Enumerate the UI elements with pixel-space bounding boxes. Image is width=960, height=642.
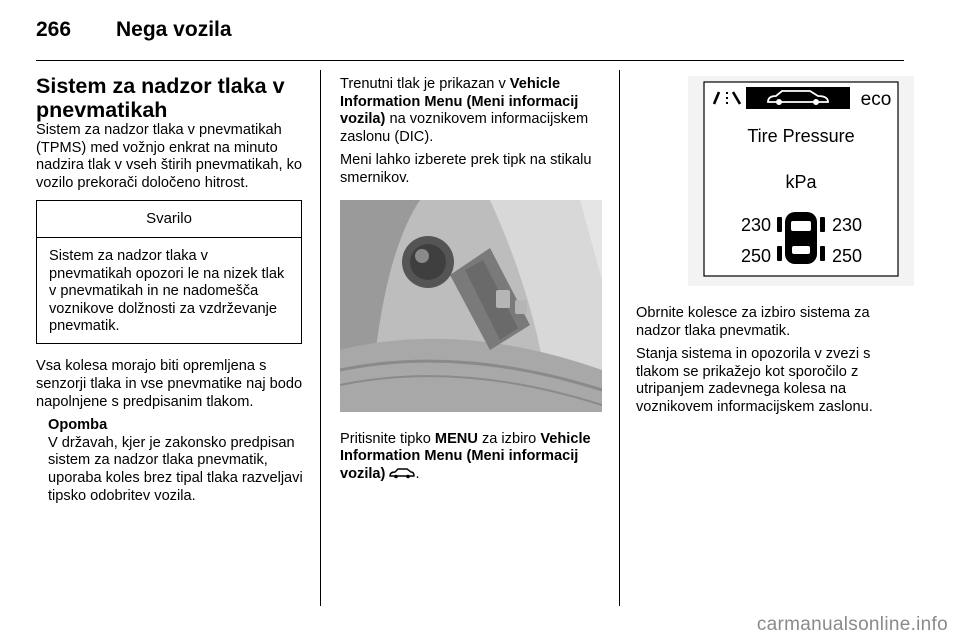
dic-paragraph-prefix: Trenutni tlak je prikazan v — [340, 76, 510, 92]
menu-button-paragraph — [340, 431, 604, 484]
vehicle-info-menu-label-2: Vehicle Information Menu (Meni informacij vozila) — [340, 430, 591, 482]
vehicle-info-menu-label: Vehicle Information Menu (Meni informacij vozila) — [340, 76, 579, 128]
menu-key-label: MENU — [434, 430, 478, 447]
turn-signal-lever-photo — [340, 200, 602, 412]
dic-paragraph-suffix: na voznikovem informacijskem zaslonu (DIC). — [340, 111, 589, 145]
watermark[interactable]: carmanualsonline.info — [756, 614, 948, 635]
front-right-pressure: 230 — [831, 215, 863, 235]
column-3 — [636, 76, 906, 423]
section-heading: Sistem za nadzor tlaka v pnevmatikah — [36, 74, 285, 122]
tire-pressure-display — [688, 76, 914, 286]
sensor-paragraph: Vsa kolesa morajo biti opremljena s senzorji tlaka in vse pnevmatike naj bodo napolnjene s predpisanim tlakom. — [36, 358, 303, 410]
note-title: Opomba — [48, 417, 108, 434]
note-text: V državah, kjer je zakonsko predpisan sistem za nadzor tlaka pnevmatik, uporaba koles brez tipal tlaka razveljavi tipsko odobritev vozila. — [48, 434, 303, 504]
intro-paragraph: Sistem za nadzor tlaka v pnevmatikah (TPMS) med vožnjo enkrat na minuto nadzira tlak v vseh štirih pnevmatikah, ko vozilo prekorači določeno hitrost. — [36, 122, 303, 191]
eco-label: eco — [860, 89, 892, 110]
warning-text: Sistem za nadzor tlaka v pnevmatikah opozori le na nizek tlak v pnevmatikah in ne nadomešča voznikove dolžnosti za vzdrževanje pnevmatik. — [49, 248, 285, 334]
column-1 — [36, 74, 304, 505]
column-divider-2 — [619, 70, 620, 606]
rear-right-pressure: 250 — [831, 246, 863, 266]
wheel-select-paragraph: Obrnite kolesce za izbiro sistema za nadzor tlaka pnevmatik. — [636, 305, 870, 339]
warning-box — [36, 200, 302, 344]
menu-paragraph-mid: za izbiro — [477, 430, 541, 447]
rear-left-pressure: 250 — [740, 246, 772, 266]
status-paragraph: Stanja sistema in opozorila v zvezi s tlakom se prikažejo kot sporočilo z utripanjem zadevnega kolesa na voznikovem informacijskem zaslonu. — [636, 346, 873, 415]
menu-paragraph-suffix: . — [415, 465, 420, 482]
warning-title: Svarilo — [37, 201, 301, 238]
menu-paragraph: Meni lahko izberete prek tipk na stikalu smernikov. — [340, 152, 592, 186]
page-header — [36, 18, 232, 42]
front-left-pressure: 230 — [740, 215, 772, 235]
car-menu-icon — [389, 467, 415, 479]
section-title: Nega vozila — [116, 18, 232, 41]
dic-paragraph — [340, 76, 604, 146]
header-rule — [36, 60, 904, 61]
note-block — [36, 417, 304, 505]
tire-pressure-title: Tire Pressure — [747, 126, 855, 146]
column-2 — [340, 76, 604, 489]
page-number: 266 — [36, 18, 72, 41]
pressure-unit: kPa — [785, 172, 817, 192]
menu-paragraph-prefix: Pritisnite tipko — [340, 430, 435, 447]
column-divider-1 — [320, 70, 321, 606]
